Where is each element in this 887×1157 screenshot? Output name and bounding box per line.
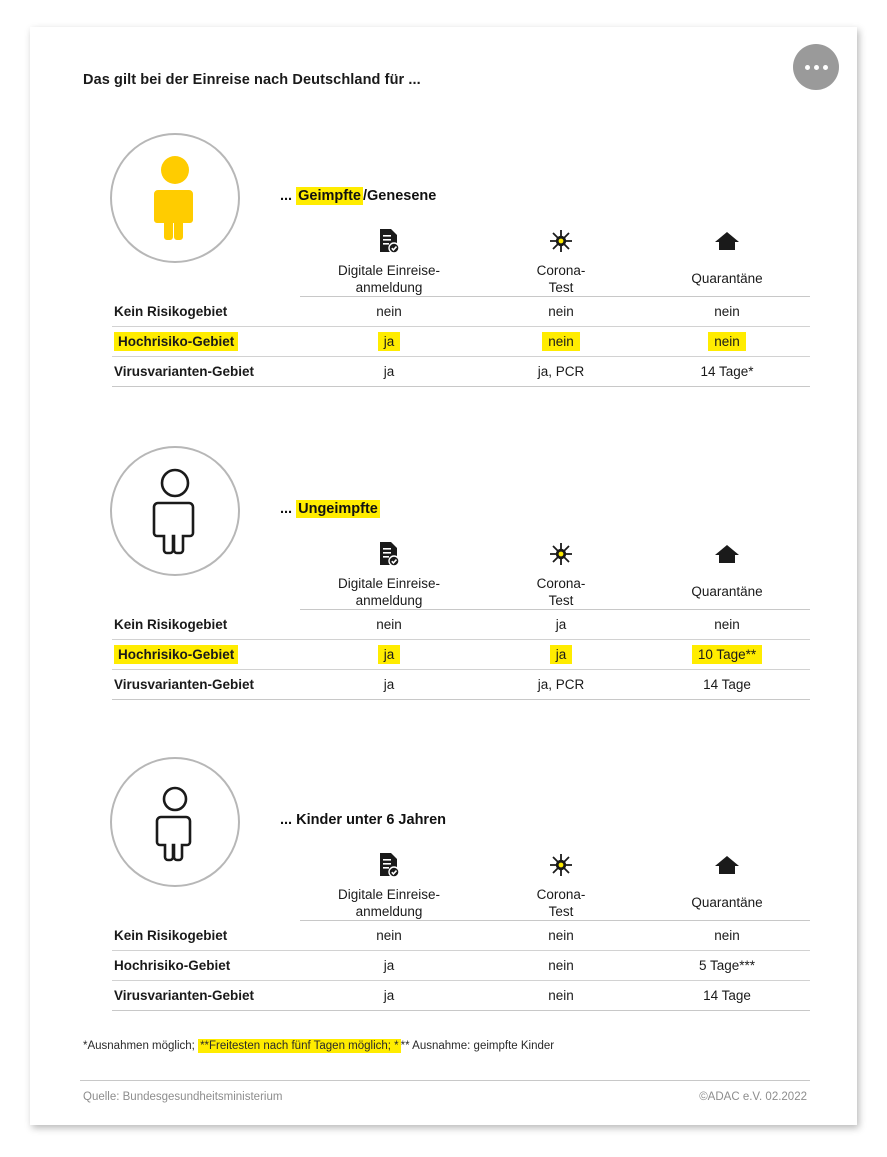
document-check-icon xyxy=(378,852,400,878)
footer-divider xyxy=(80,1080,810,1081)
cell-test: nein xyxy=(478,951,644,981)
cell-registration: ja xyxy=(300,670,478,700)
row-label: Hochrisiko-Gebiet xyxy=(112,951,300,981)
cell-registration: nein xyxy=(300,610,478,640)
section-title xyxy=(280,501,380,517)
house-icon xyxy=(714,854,740,876)
cell-registration: ja xyxy=(300,357,478,387)
cell-quarantine: nein xyxy=(644,921,810,951)
section-title-suffix: /Genesene xyxy=(362,188,437,204)
row-label: Kein Risikogebiet xyxy=(112,297,300,327)
cell-test: ja xyxy=(478,610,644,640)
virus-icon xyxy=(549,229,573,253)
table-row xyxy=(112,951,810,981)
virus-icon xyxy=(549,542,573,566)
cell-registration: nein xyxy=(300,921,478,951)
cell-quarantine: 10 Tage** xyxy=(644,640,810,670)
row-label: Kein Risikogebiet xyxy=(112,610,300,640)
table-row xyxy=(112,327,810,357)
cell-test: nein xyxy=(478,981,644,1011)
table-row xyxy=(112,981,810,1011)
cell-registration: ja xyxy=(300,981,478,1011)
cell-registration: ja xyxy=(300,951,478,981)
cell-quarantine: 5 Tage*** xyxy=(644,951,810,981)
col-header-quarantine: Quarantäne xyxy=(644,887,810,921)
row-label: Virusvarianten-Gebiet xyxy=(112,357,300,387)
house-icon xyxy=(714,230,740,252)
table-row xyxy=(112,610,810,640)
footnotes xyxy=(83,1040,554,1052)
cell-quarantine: nein xyxy=(644,327,810,357)
source-label: Quelle: Bundesgesundheitsministerium xyxy=(83,1091,283,1103)
cell-quarantine: 14 Tage xyxy=(644,981,810,1011)
document-check-icon xyxy=(378,541,400,567)
house-icon-cell xyxy=(644,845,810,887)
table-row xyxy=(112,640,810,670)
section-title-prefix: ... xyxy=(280,188,297,204)
footnote-1: *Ausnahmen möglich; xyxy=(83,1040,199,1052)
cell-quarantine: nein xyxy=(644,610,810,640)
virus-icon xyxy=(549,853,573,877)
col-header-registration: Digitale Einreise- anmeldung xyxy=(300,576,478,610)
col-header-test: Corona- Test xyxy=(478,887,644,921)
row-label: Kein Risikogebiet xyxy=(112,921,300,951)
section-title-prefix: ... Kinder unter 6 Jahren xyxy=(280,812,446,828)
icon-row xyxy=(112,221,810,263)
cell-test: nein xyxy=(478,327,644,357)
col-header-test: Corona- Test xyxy=(478,263,644,297)
cell-test: ja, PCR xyxy=(478,357,644,387)
cell-quarantine: nein xyxy=(644,297,810,327)
house-icon-cell xyxy=(644,221,810,263)
cell-quarantine: 14 Tage xyxy=(644,670,810,700)
cell-test: nein xyxy=(478,297,644,327)
rules-table xyxy=(112,845,810,1011)
cell-registration: ja xyxy=(300,327,478,357)
cell-test: ja xyxy=(478,640,644,670)
form-icon-cell xyxy=(300,845,478,887)
table-row xyxy=(112,357,810,387)
row-label: Hochrisiko-Gebiet xyxy=(112,327,300,357)
column-header-row xyxy=(112,576,810,610)
rules-table xyxy=(112,534,810,700)
house-icon xyxy=(714,543,740,565)
icon-row xyxy=(112,845,810,887)
info-sheet xyxy=(30,27,857,1125)
cell-registration: ja xyxy=(300,640,478,670)
document-check-icon xyxy=(378,228,400,254)
page-title: Das gilt bei der Einreise nach Deutschland für ... xyxy=(83,72,421,88)
icon-row xyxy=(112,534,810,576)
table-row xyxy=(112,297,810,327)
column-header-row xyxy=(112,263,810,297)
section-title-highlight: Ungeimpfte xyxy=(298,501,378,517)
row-label: Virusvarianten-Gebiet xyxy=(112,981,300,1011)
table-row xyxy=(112,670,810,700)
virus-icon-cell xyxy=(478,534,644,576)
row-label: Virusvarianten-Gebiet xyxy=(112,670,300,700)
col-header-registration: Digitale Einreise- anmeldung xyxy=(300,263,478,297)
section-title-prefix: ... xyxy=(280,501,297,517)
cell-test: ja, PCR xyxy=(478,670,644,700)
row-label: Hochrisiko-Gebiet xyxy=(112,640,300,670)
cell-test: nein xyxy=(478,921,644,951)
rules-table xyxy=(112,221,810,387)
column-header-row xyxy=(112,887,810,921)
section-title-highlight: Geimpfte xyxy=(298,188,361,204)
section-title xyxy=(280,812,446,828)
copyright-label: ©ADAC e.V. 02.2022 xyxy=(699,1091,807,1103)
table-row xyxy=(112,921,810,951)
footnote-3: ** Ausnahme: geimpfte Kinder xyxy=(400,1040,555,1052)
cell-quarantine: 14 Tage* xyxy=(644,357,810,387)
virus-icon-cell xyxy=(478,221,644,263)
col-header-test: Corona- Test xyxy=(478,576,644,610)
house-icon-cell xyxy=(644,534,810,576)
footnote-2: **Freitesten nach fünf Tagen möglich; * xyxy=(200,1040,399,1052)
ellipsis-icon xyxy=(805,65,828,70)
col-header-registration: Digitale Einreise- anmeldung xyxy=(300,887,478,921)
section-title xyxy=(280,188,436,204)
cell-registration: nein xyxy=(300,297,478,327)
form-icon-cell xyxy=(300,221,478,263)
form-icon-cell xyxy=(300,534,478,576)
col-header-quarantine: Quarantäne xyxy=(644,576,810,610)
virus-icon-cell xyxy=(478,845,644,887)
col-header-quarantine: Quarantäne xyxy=(644,263,810,297)
overflow-menu-button[interactable] xyxy=(793,44,839,90)
